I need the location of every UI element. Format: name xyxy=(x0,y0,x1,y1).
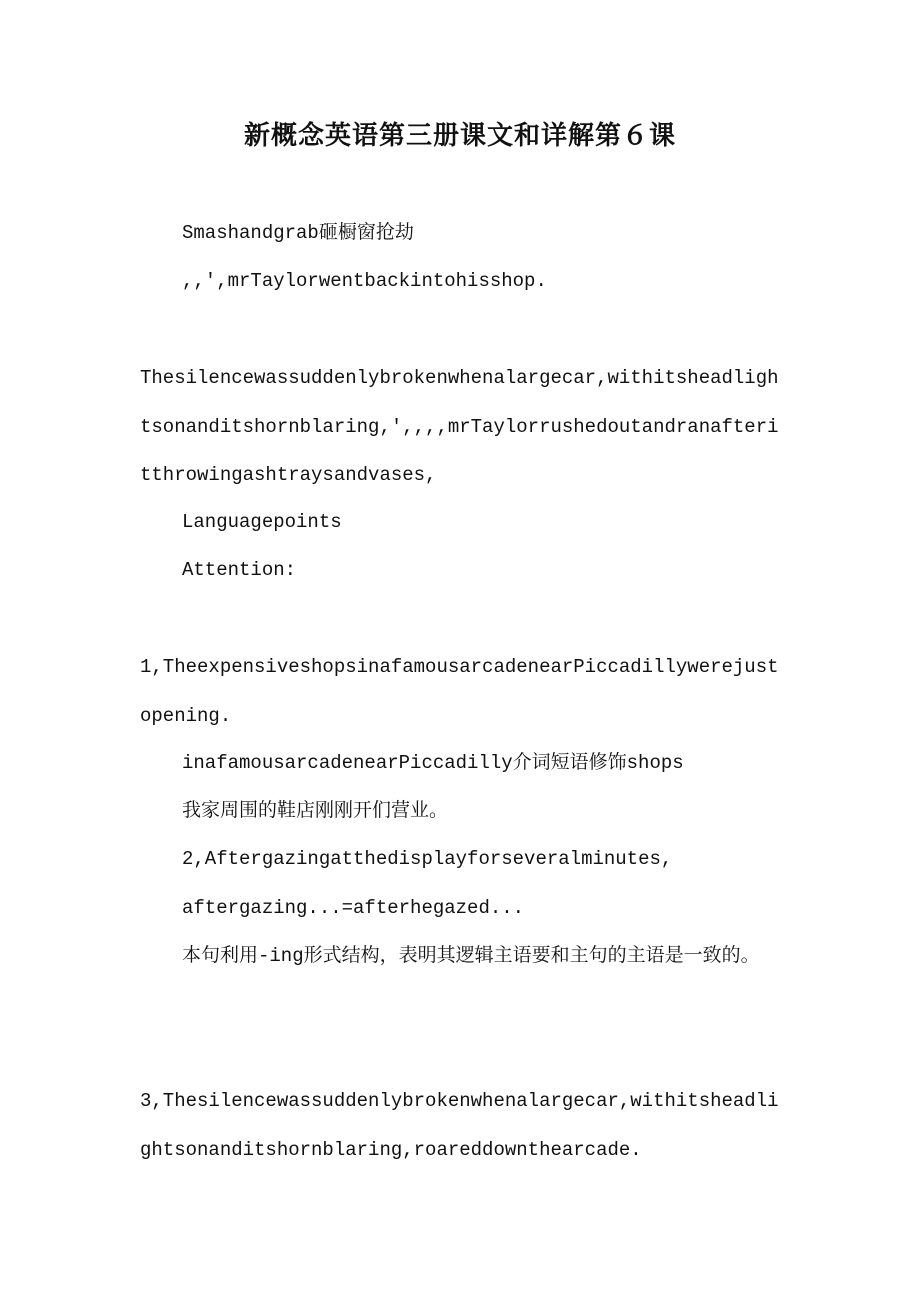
paragraph-point-2-explanation: 本句利用-ing形式结构，表明其逻辑主语要和主句的主语是一致的。 xyxy=(182,945,760,967)
paragraph-point-2-note: aftergazing...=afterhegazed... xyxy=(182,897,525,919)
document-title: 新概念英语第三册课文和详解第６课 xyxy=(243,121,676,151)
paragraph-point-1-note: inafamousarcadenearPiccadilly介词短语修饰shops xyxy=(182,752,684,774)
paragraph-lesson-title: Smashandgrab砸橱窗抢劫 xyxy=(182,222,414,244)
paragraph-intro: ,,',mrTaylorwentbackintohisshop. xyxy=(182,270,547,292)
paragraph-point-1: 1,TheexpensiveshopsinafamousarcadenearPiccadillywerejustopening. xyxy=(140,656,779,727)
paragraph-point-3: 3,Thesilencewassuddenlybrokenwhenalargecar,withitsheadlightsonanditshornblaring,roareddownthearcade. xyxy=(140,1090,779,1161)
paragraph-point-1-example: 我家周围的鞋店刚刚开们营业。 xyxy=(182,800,449,822)
paragraph-heading-language-points: Languagepoints xyxy=(182,511,342,533)
paragraph-attention: Attention: xyxy=(182,559,297,581)
paragraph-point-2: 2,Aftergazingatthedisplayforseveralminutes, xyxy=(182,848,673,870)
paragraph-passage: Thesilencewassuddenlybrokenwhenalargecar,withitsheadlightsonanditshornblaring,',,,,mrTaylorrushedoutandranafteritthrowingashtraysandvases, xyxy=(140,367,779,486)
